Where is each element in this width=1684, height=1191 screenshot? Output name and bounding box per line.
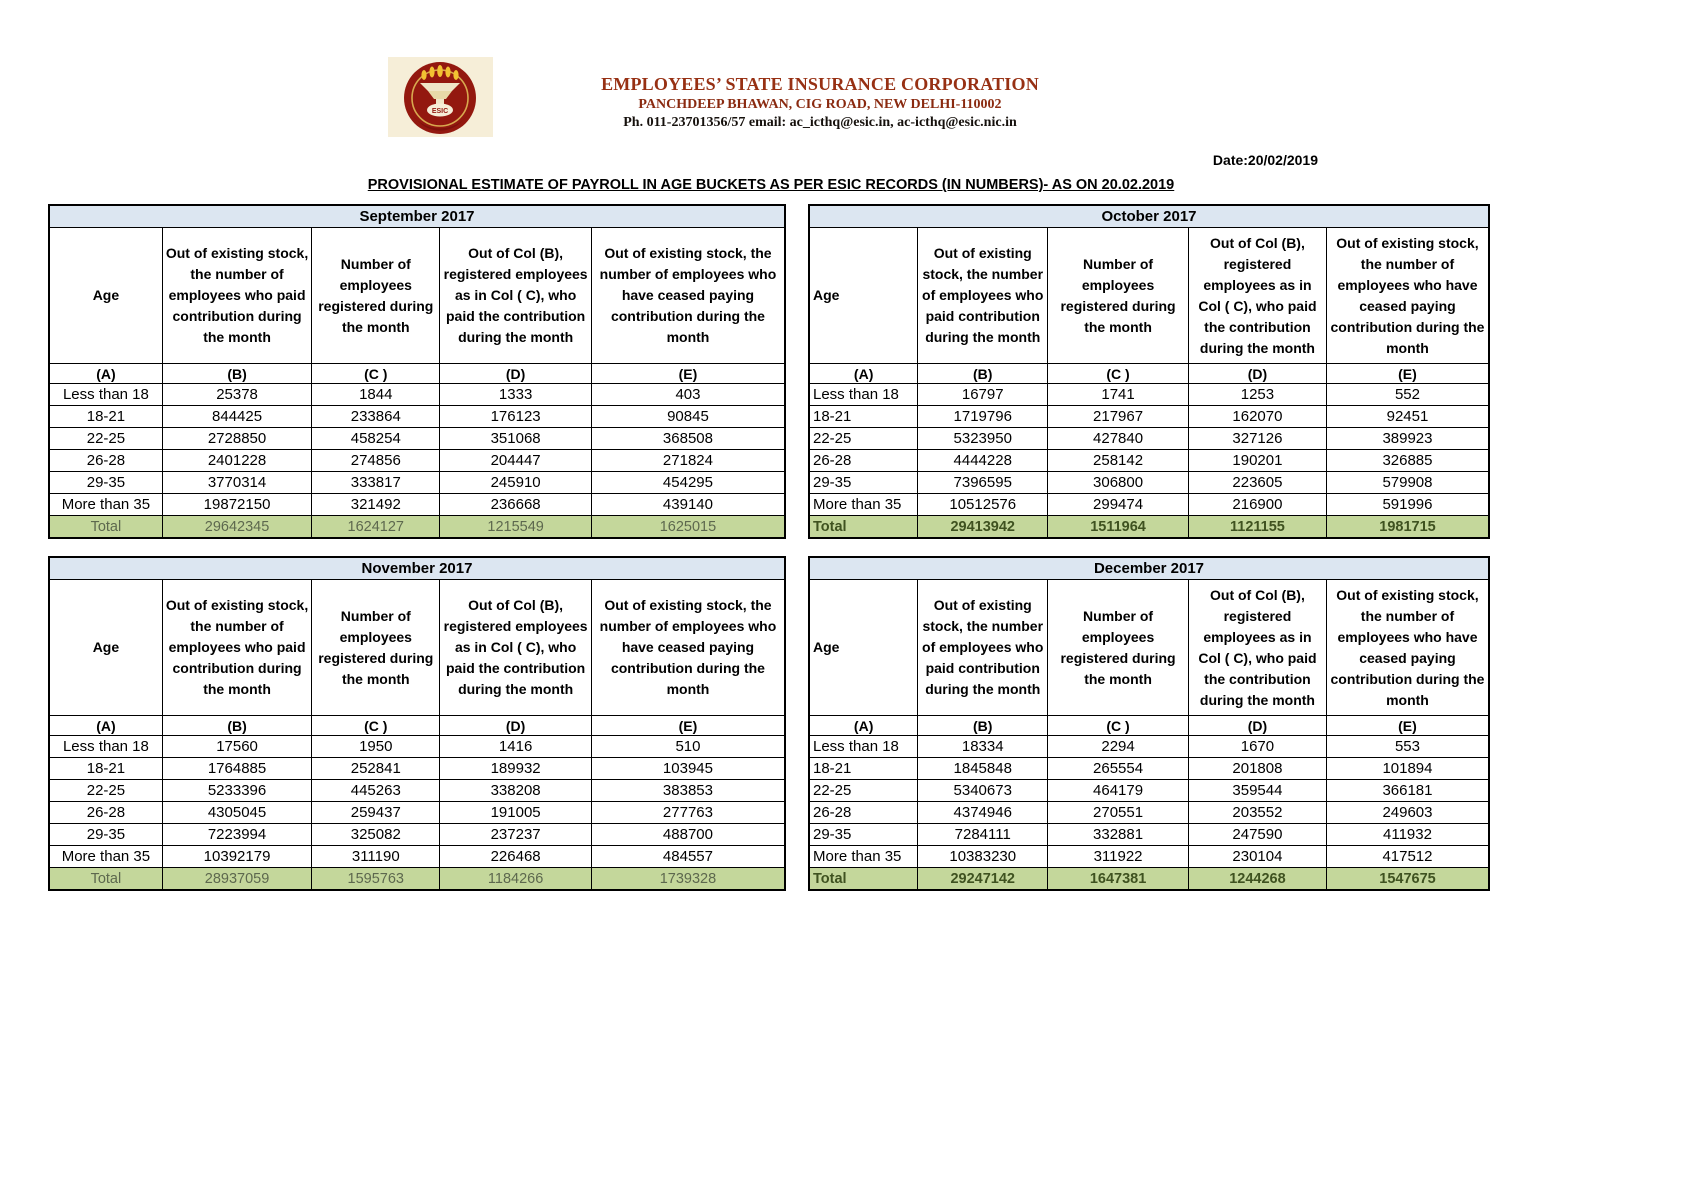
tables-grid [48, 204, 1490, 891]
value-cell: 92451 [1326, 406, 1489, 428]
value-cell: 359544 [1188, 780, 1326, 802]
org-address: PANCHDEEP BHAWAN, CIG ROAD, NEW DELHI-110002 [638, 97, 1002, 112]
table-row [809, 846, 1489, 868]
table-row [49, 472, 785, 494]
column-header: Number of employees registered during the month [1048, 580, 1189, 716]
column-letter: (B) [918, 364, 1048, 384]
column-letter: (A) [49, 364, 162, 384]
table-row [49, 428, 785, 450]
value-cell: 383853 [591, 780, 785, 802]
value-cell: 844425 [162, 406, 311, 428]
column-letter: (E) [591, 364, 785, 384]
org-contact: Ph. 011-23701356/57 email: ac_icthq@esic.in, ac-icthq@esic.nic.in [623, 115, 1017, 130]
value-cell: 552 [1326, 384, 1489, 406]
total-label: Total [49, 868, 162, 891]
value-cell: 217967 [1048, 406, 1189, 428]
column-header: Out of existing stock, the number of employees who paid contribution during the month [918, 228, 1048, 364]
column-letter: (B) [162, 716, 311, 736]
value-cell: 230104 [1188, 846, 1326, 868]
value-cell: 7284111 [918, 824, 1048, 846]
total-value-cell: 28937059 [162, 868, 311, 891]
value-cell: 270551 [1048, 802, 1189, 824]
table-row [809, 824, 1489, 846]
age-bucket-label: 22-25 [809, 780, 918, 802]
value-cell: 258142 [1048, 450, 1189, 472]
total-row [809, 868, 1489, 891]
column-header: Out of existing stock, the number of employees who have ceased paying contribution during the month [591, 228, 785, 364]
value-cell: 326885 [1326, 450, 1489, 472]
value-cell: 247590 [1188, 824, 1326, 846]
column-letter: (E) [1326, 364, 1489, 384]
age-bucket-label: More than 35 [49, 846, 162, 868]
column-letter: (C ) [312, 364, 440, 384]
column-header: Number of employees registered during the month [312, 228, 440, 364]
value-cell: 5233396 [162, 780, 311, 802]
month-title: November 2017 [49, 557, 785, 580]
age-bucket-label: 29-35 [809, 824, 918, 846]
total-value-cell: 29413942 [918, 516, 1048, 539]
value-cell: 201808 [1188, 758, 1326, 780]
age-bucket-label: 26-28 [49, 802, 162, 824]
column-letter: (D) [440, 716, 592, 736]
table-row [49, 494, 785, 516]
value-cell: 5340673 [918, 780, 1048, 802]
value-cell: 7396595 [918, 472, 1048, 494]
value-cell: 1764885 [162, 758, 311, 780]
value-cell: 19872150 [162, 494, 311, 516]
table-slot-october [808, 204, 1490, 539]
age-bucket-label: Less than 18 [49, 736, 162, 758]
value-cell: 90845 [591, 406, 785, 428]
column-letter: (B) [162, 364, 311, 384]
total-value-cell: 29247142 [918, 868, 1048, 891]
value-cell: 338208 [440, 780, 592, 802]
column-letter: (A) [49, 716, 162, 736]
value-cell: 233864 [312, 406, 440, 428]
table-slot-september [48, 204, 786, 539]
value-cell: 366181 [1326, 780, 1489, 802]
value-cell: 236668 [440, 494, 592, 516]
total-value-cell: 1215549 [440, 516, 592, 539]
table-row [809, 406, 1489, 428]
table-row [809, 450, 1489, 472]
value-cell: 190201 [1188, 450, 1326, 472]
table-row [49, 802, 785, 824]
value-cell: 553 [1326, 736, 1489, 758]
month-title: September 2017 [49, 205, 785, 228]
value-cell: 2728850 [162, 428, 311, 450]
total-value-cell: 1184266 [440, 868, 592, 891]
value-cell: 204447 [440, 450, 592, 472]
column-header: Out of Col (B), registered employees as in Col ( C), who paid the contribution during the month [1188, 228, 1326, 364]
value-cell: 591996 [1326, 494, 1489, 516]
age-bucket-label: 29-35 [49, 472, 162, 494]
value-cell: 488700 [591, 824, 785, 846]
column-letter: (E) [1326, 716, 1489, 736]
value-cell: 325082 [312, 824, 440, 846]
table-row [49, 384, 785, 406]
value-cell: 299474 [1048, 494, 1189, 516]
value-cell: 1670 [1188, 736, 1326, 758]
total-value-cell: 1244268 [1188, 868, 1326, 891]
column-letter: (C ) [312, 716, 440, 736]
table-row [809, 780, 1489, 802]
value-cell: 368508 [591, 428, 785, 450]
total-value-cell: 1121155 [1188, 516, 1326, 539]
value-cell: 189932 [440, 758, 592, 780]
age-bucket-label: 22-25 [49, 780, 162, 802]
column-letter: (B) [918, 716, 1048, 736]
value-cell: 311922 [1048, 846, 1189, 868]
age-bucket-label: Less than 18 [809, 384, 918, 406]
value-cell: 5323950 [918, 428, 1048, 450]
value-cell: 259437 [312, 802, 440, 824]
value-cell: 389923 [1326, 428, 1489, 450]
table-row [49, 780, 785, 802]
column-header: Out of existing stock, the number of employees who have ceased paying contribution during the month [591, 580, 785, 716]
table-row [809, 736, 1489, 758]
value-cell: 411932 [1326, 824, 1489, 846]
value-cell: 579908 [1326, 472, 1489, 494]
column-header: Out of existing stock, the number of employees who paid contribution during the month [918, 580, 1048, 716]
value-cell: 249603 [1326, 802, 1489, 824]
value-cell: 245910 [440, 472, 592, 494]
age-bucket-label: 26-28 [809, 802, 918, 824]
value-cell: 216900 [1188, 494, 1326, 516]
payroll-table-september-2017 [48, 204, 786, 539]
value-cell: 458254 [312, 428, 440, 450]
value-cell: 2401228 [162, 450, 311, 472]
age-bucket-label: 22-25 [49, 428, 162, 450]
payroll-table-december-2017 [808, 556, 1490, 891]
value-cell: 4374946 [918, 802, 1048, 824]
column-letter: (D) [440, 364, 592, 384]
table-row [809, 472, 1489, 494]
column-header: Age [49, 228, 162, 364]
column-header: Out of existing stock, the number of employees who have ceased paying contribution during the month [1326, 228, 1489, 364]
value-cell: 464179 [1048, 780, 1189, 802]
value-cell: 333817 [312, 472, 440, 494]
table-slot-november [48, 556, 786, 891]
total-row [49, 516, 785, 539]
value-cell: 445263 [312, 780, 440, 802]
value-cell: 1333 [440, 384, 592, 406]
value-cell: 191005 [440, 802, 592, 824]
value-cell: 274856 [312, 450, 440, 472]
column-header: Age [809, 228, 918, 364]
value-cell: 1416 [440, 736, 592, 758]
value-cell: 10512576 [918, 494, 1048, 516]
table-row [49, 450, 785, 472]
value-cell: 4444228 [918, 450, 1048, 472]
value-cell: 101894 [1326, 758, 1489, 780]
value-cell: 403 [591, 384, 785, 406]
value-cell: 327126 [1188, 428, 1326, 450]
letterhead [490, 74, 1150, 131]
age-bucket-label: Less than 18 [809, 736, 918, 758]
payroll-table-october-2017 [808, 204, 1490, 539]
total-label: Total [809, 516, 918, 539]
month-title: December 2017 [809, 557, 1489, 580]
table-row [809, 802, 1489, 824]
value-cell: 1253 [1188, 384, 1326, 406]
total-value-cell: 1625015 [591, 516, 785, 539]
age-bucket-label: More than 35 [49, 494, 162, 516]
table-row [809, 758, 1489, 780]
value-cell: 306800 [1048, 472, 1189, 494]
total-value-cell: 1511964 [1048, 516, 1189, 539]
value-cell: 311190 [312, 846, 440, 868]
month-title: October 2017 [809, 205, 1489, 228]
age-bucket-label: 29-35 [809, 472, 918, 494]
value-cell: 351068 [440, 428, 592, 450]
age-bucket-label: 29-35 [49, 824, 162, 846]
column-header: Out of Col (B), registered employees as in Col ( C), who paid the contribution during the month [1188, 580, 1326, 716]
payroll-table-november-2017 [48, 556, 786, 891]
value-cell: 176123 [440, 406, 592, 428]
esic-logo-image [388, 57, 493, 137]
value-cell: 265554 [1048, 758, 1189, 780]
table-row [49, 846, 785, 868]
date-label: Date:20/02/2019 [1212, 152, 1318, 168]
age-bucket-label: Less than 18 [49, 384, 162, 406]
value-cell: 1741 [1048, 384, 1189, 406]
age-bucket-label: 26-28 [809, 450, 918, 472]
column-letter: (C ) [1048, 364, 1189, 384]
value-cell: 1950 [312, 736, 440, 758]
age-bucket-label: 18-21 [49, 758, 162, 780]
column-letter: (A) [809, 364, 918, 384]
total-value-cell: 1981715 [1326, 516, 1489, 539]
value-cell: 417512 [1326, 846, 1489, 868]
value-cell: 321492 [312, 494, 440, 516]
total-row [809, 516, 1489, 539]
logo-esic-text: ESIC [431, 108, 449, 115]
value-cell: 271824 [591, 450, 785, 472]
total-label: Total [49, 516, 162, 539]
age-bucket-label: More than 35 [809, 846, 918, 868]
table-row [49, 736, 785, 758]
column-letter: (E) [591, 716, 785, 736]
org-name: EMPLOYEES’ STATE INSURANCE CORPORATION [601, 74, 1039, 94]
age-bucket-label: 22-25 [809, 428, 918, 450]
total-value-cell: 1547675 [1326, 868, 1489, 891]
value-cell: 103945 [591, 758, 785, 780]
value-cell: 223605 [1188, 472, 1326, 494]
value-cell: 10383230 [918, 846, 1048, 868]
total-row [49, 868, 785, 891]
value-cell: 7223994 [162, 824, 311, 846]
table-row [49, 824, 785, 846]
column-letter: (C ) [1048, 716, 1189, 736]
column-header: Out of Col (B), registered employees as in Col ( C), who paid the contribution during the month [440, 580, 592, 716]
table-row [809, 384, 1489, 406]
table-row [809, 428, 1489, 450]
document-title: PROVISIONAL ESTIMATE OF PAYROLL IN AGE BUCKETS AS PER ESIC RECORDS (IN NUMBERS)- AS ON 20.02.2019 [367, 177, 1175, 193]
column-header: Age [49, 580, 162, 716]
value-cell: 332881 [1048, 824, 1189, 846]
total-value-cell: 1624127 [312, 516, 440, 539]
value-cell: 18334 [918, 736, 1048, 758]
value-cell: 510 [591, 736, 785, 758]
age-bucket-label: 26-28 [49, 450, 162, 472]
column-letter: (D) [1188, 716, 1326, 736]
value-cell: 1845848 [918, 758, 1048, 780]
value-cell: 203552 [1188, 802, 1326, 824]
total-value-cell: 1647381 [1048, 868, 1189, 891]
value-cell: 226468 [440, 846, 592, 868]
esic-logo [388, 57, 493, 137]
column-letter: (A) [809, 716, 918, 736]
value-cell: 162070 [1188, 406, 1326, 428]
column-header: Out of existing stock, the number of employees who paid contribution during the month [162, 228, 311, 364]
value-cell: 237237 [440, 824, 592, 846]
total-value-cell: 1595763 [312, 868, 440, 891]
value-cell: 10392179 [162, 846, 311, 868]
value-cell: 3770314 [162, 472, 311, 494]
value-cell: 427840 [1048, 428, 1189, 450]
column-header: Out of existing stock, the number of employees who paid contribution during the month [162, 580, 311, 716]
age-bucket-label: 18-21 [809, 406, 918, 428]
value-cell: 2294 [1048, 736, 1189, 758]
age-bucket-label: More than 35 [809, 494, 918, 516]
value-cell: 25378 [162, 384, 311, 406]
column-header: Number of employees registered during the month [1048, 228, 1189, 364]
value-cell: 454295 [591, 472, 785, 494]
column-header: Out of existing stock, the number of employees who have ceased paying contribution during the month [1326, 580, 1489, 716]
total-value-cell: 1739328 [591, 868, 785, 891]
value-cell: 1719796 [918, 406, 1048, 428]
value-cell: 16797 [918, 384, 1048, 406]
total-label: Total [809, 868, 918, 891]
value-cell: 1844 [312, 384, 440, 406]
column-header: Out of Col (B), registered employees as in Col ( C), who paid the contribution during the month [440, 228, 592, 364]
column-header: Number of employees registered during the month [312, 580, 440, 716]
value-cell: 277763 [591, 802, 785, 824]
table-row [49, 758, 785, 780]
table-slot-december [808, 556, 1490, 891]
value-cell: 4305045 [162, 802, 311, 824]
age-bucket-label: 18-21 [49, 406, 162, 428]
column-letter: (D) [1188, 364, 1326, 384]
value-cell: 439140 [591, 494, 785, 516]
age-bucket-label: 18-21 [809, 758, 918, 780]
column-header: Age [809, 580, 918, 716]
value-cell: 484557 [591, 846, 785, 868]
value-cell: 17560 [162, 736, 311, 758]
table-row [49, 406, 785, 428]
value-cell: 252841 [312, 758, 440, 780]
table-row [809, 494, 1489, 516]
total-value-cell: 29642345 [162, 516, 311, 539]
